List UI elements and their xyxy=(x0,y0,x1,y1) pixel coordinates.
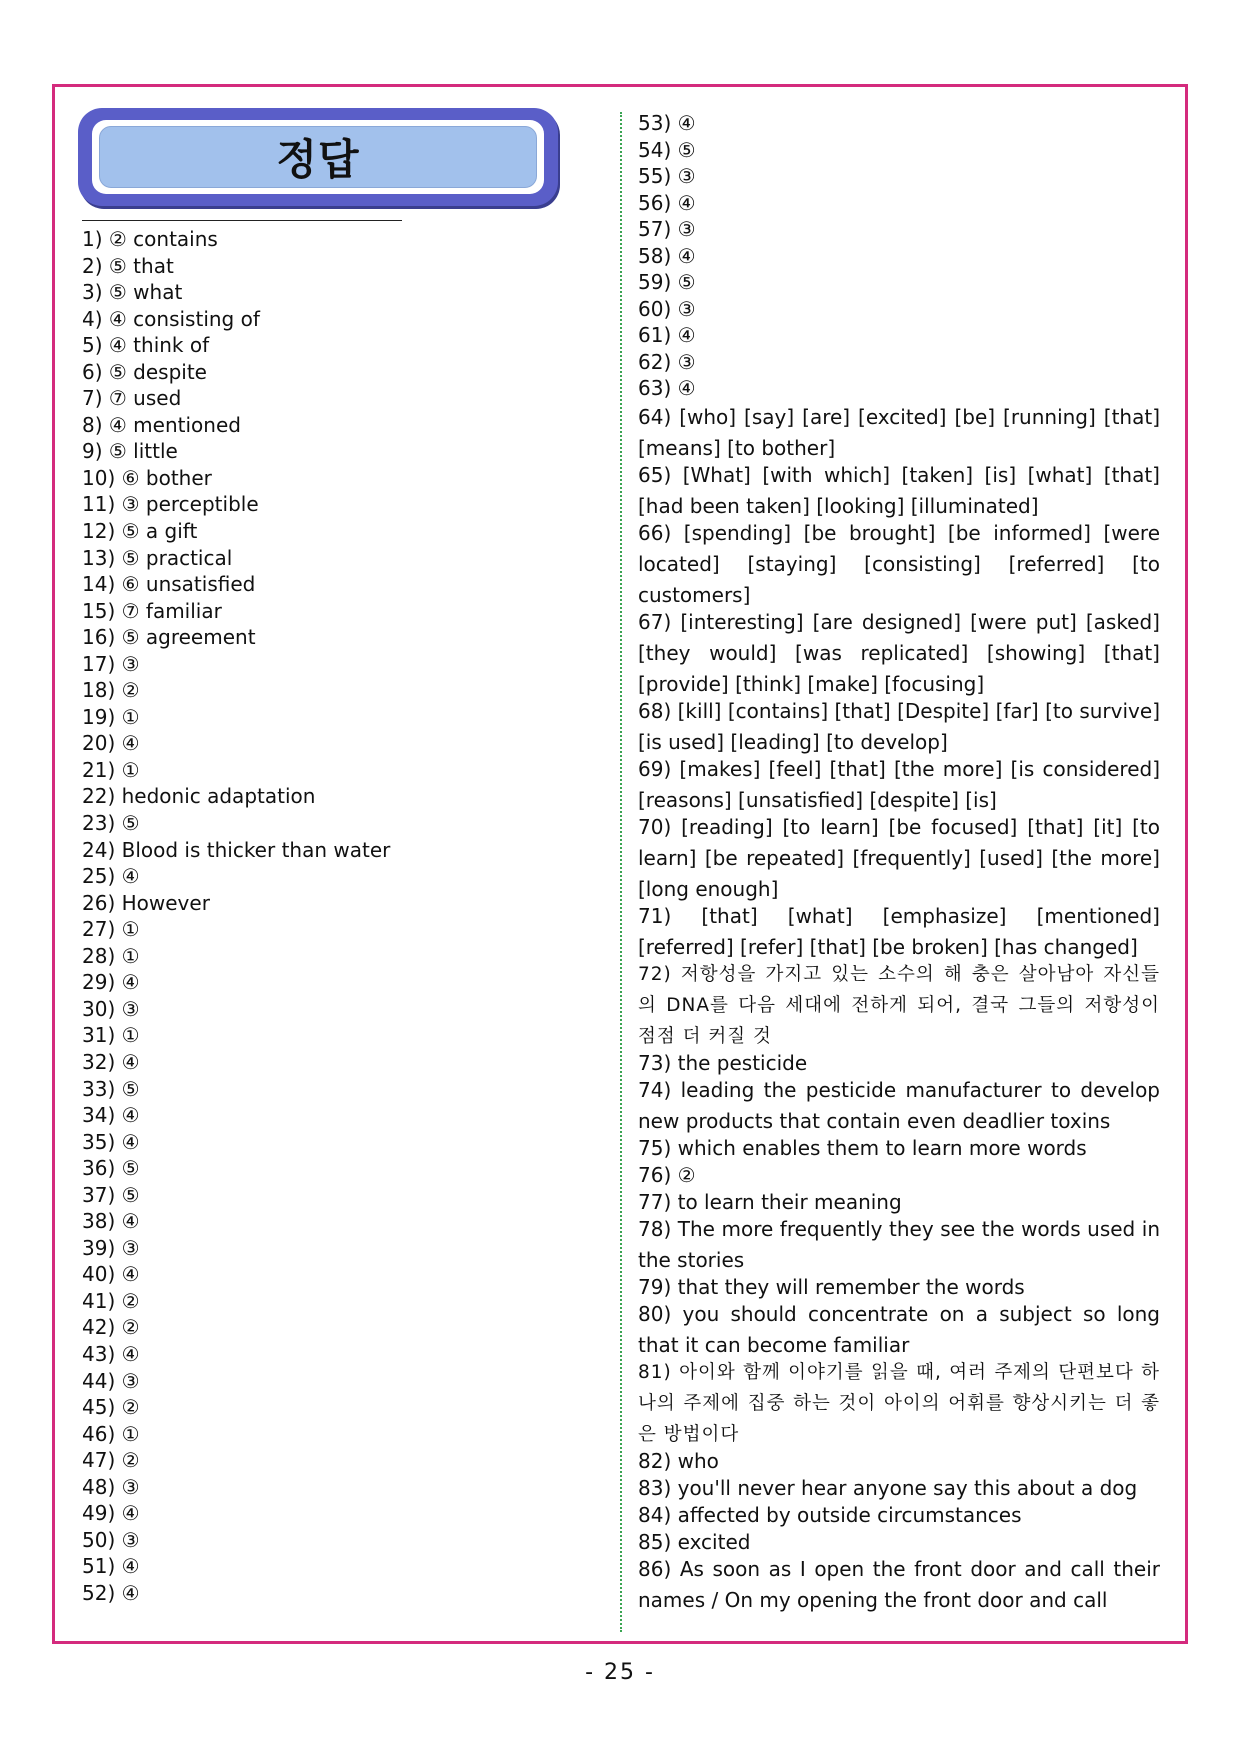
answer-line: 63) ④ xyxy=(638,376,696,401)
answer-line: 12) ⑤ a gift xyxy=(82,519,198,544)
answer-paragraph: 79) that they will remember the words xyxy=(638,1275,1025,1300)
title-underline xyxy=(82,220,402,221)
answer-line: 49) ④ xyxy=(82,1501,140,1526)
answer-line: 59) ⑤ xyxy=(638,270,696,295)
answer-line: 3) ⑤ what xyxy=(82,280,183,305)
answer-paragraph: 73) the pesticide xyxy=(638,1051,808,1076)
answer-line: 43) ④ xyxy=(82,1341,140,1366)
answer-line: 4) ④ consisting of xyxy=(82,306,260,331)
title-banner-inner xyxy=(92,120,544,194)
answer-line: 13) ⑤ practical xyxy=(82,545,233,570)
answer-paragraph: 85) excited xyxy=(638,1530,751,1555)
answer-line: 20) ④ xyxy=(82,731,140,756)
answer-line: 33) ⑤ xyxy=(82,1076,140,1101)
answer-line: 11) ③ perceptible xyxy=(82,492,259,517)
answer-line: 1) ② contains xyxy=(82,227,218,251)
answer-line: 58) ④ xyxy=(638,243,696,268)
answer-paragraph: 83) you'll never hear anyone say this about a dog xyxy=(638,1476,1138,1501)
answer-line: 27) ① xyxy=(82,917,140,942)
answer-paragraph: 80) you should concentrate on a subject so long that it can become familiar xyxy=(638,1302,1160,1358)
answer-line: 9) ⑤ little xyxy=(82,439,178,464)
answer-line: 42) ② xyxy=(82,1315,140,1340)
answer-line: 14) ⑥ unsatisfied xyxy=(82,572,256,597)
answer-line: 54) ⑤ xyxy=(638,137,696,162)
answer-line: 17) ③ xyxy=(82,651,140,676)
title-banner xyxy=(78,108,558,206)
answer-line: 55) ③ xyxy=(638,164,696,189)
answer-line: 21) ① xyxy=(82,757,140,782)
answer-line: 7) ⑦ used xyxy=(82,386,182,411)
answer-paragraph: 84) affected by outside circumstances xyxy=(638,1503,1022,1528)
answer-line: 37) ⑤ xyxy=(82,1182,140,1207)
answer-line: 56) ④ xyxy=(638,190,696,215)
answer-line: 22) hedonic adaptation xyxy=(82,784,316,809)
answer-line: 5) ④ think of xyxy=(82,333,210,358)
answer-line: 34) ④ xyxy=(82,1103,140,1128)
column-divider xyxy=(620,112,622,1632)
answer-line: 41) ② xyxy=(82,1288,140,1313)
answer-line: 16) ⑤ agreement xyxy=(82,625,256,650)
answer-paragraph: 78) The more frequently they see the words used in the stories xyxy=(638,1217,1160,1273)
answer-paragraph: 82) who xyxy=(638,1449,719,1474)
answer-paragraph: 74) leading the pesticide manufacturer to develop new products that contain even deadlier toxins xyxy=(638,1078,1160,1134)
answer-line: 6) ⑤ despite xyxy=(82,359,207,384)
page-number: - 25 - xyxy=(585,1660,655,1685)
answer-line: 24) Blood is thicker than water xyxy=(82,837,391,862)
answer-paragraph: 68) [kill] [contains] [that] [Despite] [far] [to survive] [is used] [leading] [to develop] xyxy=(638,699,1160,755)
answer-line: 8) ④ mentioned xyxy=(82,412,241,437)
answer-paragraph: 71) [that] [what] [emphasize] [mentioned] [referred] [refer] [that] [be broken] [has changed] xyxy=(638,904,1160,960)
answer-paragraph: 75) which enables them to learn more words xyxy=(638,1136,1087,1161)
answer-line: 62) ③ xyxy=(638,349,696,374)
answer-line: 30) ③ xyxy=(82,996,140,1021)
answer-line: 2) ⑤ that xyxy=(82,253,174,278)
answer-paragraph: 69) [makes] [feel] [that] [the more] [is considered] [reasons] [unsatisfied] [despite] [is] xyxy=(638,757,1160,813)
answer-line: 28) ① xyxy=(82,943,140,968)
answer-line: 61) ④ xyxy=(638,323,696,348)
answer-line: 51) ④ xyxy=(82,1554,140,1579)
answer-line: 44) ③ xyxy=(82,1368,140,1393)
answer-paragraph: 77) to learn their meaning xyxy=(638,1190,902,1215)
answer-line: 29) ④ xyxy=(82,970,140,995)
answer-line: 47) ② xyxy=(82,1448,140,1473)
answer-line: 57) ③ xyxy=(638,217,696,242)
answer-line: 10) ⑥ bother xyxy=(82,465,212,490)
left-answer-column xyxy=(82,226,482,1606)
answer-line: 18) ② xyxy=(82,678,140,703)
answer-line: 45) ② xyxy=(82,1395,140,1420)
answer-line: 31) ① xyxy=(82,1023,140,1048)
answer-line: 53) ④ xyxy=(638,111,696,135)
answer-line: 26) However xyxy=(82,890,210,915)
answer-line: 48) ③ xyxy=(82,1474,140,1499)
answer-line: 19) ① xyxy=(82,704,140,729)
answer-paragraph: 86) As soon as I open the front door and call their names / On my opening the front door and call xyxy=(638,1557,1160,1613)
answer-paragraph: 66) [spending] [be brought] [be informed] [were located] [staying] [consisting] [referred] [to customers] xyxy=(638,521,1160,608)
answer-paragraph: 72) 저항성을 가지고 있는 소수의 해 충은 살아남아 자신들의 DNA를 다음 세대에 전하게 되어, 결국 그들의 저항성이 점점 더 커질 것 xyxy=(638,964,1160,1048)
answer-line: 32) ④ xyxy=(82,1049,140,1074)
answer-paragraph: 64) [who] [say] [are] [excited] [be] [running] [that] [means] [to bother] xyxy=(638,405,1160,461)
answer-line: 23) ⑤ xyxy=(82,811,140,836)
answer-line: 38) ④ xyxy=(82,1209,140,1234)
answer-line: 36) ⑤ xyxy=(82,1156,140,1181)
answer-line: 60) ③ xyxy=(638,296,696,321)
answer-line: 39) ③ xyxy=(82,1235,140,1260)
answer-line: 52) ④ xyxy=(82,1580,140,1605)
answer-line: 50) ③ xyxy=(82,1527,140,1552)
answer-paragraph: 67) [interesting] [are designed] [were put] [asked] [they would] [was replicated] [showing] [that] [provide] [think] [make] [focusing] xyxy=(638,610,1160,697)
answer-paragraph: 81) 아이와 함께 이야기를 읽을 때, 여러 주제의 단편보다 하나의 주제에 집중 하는 것이 아이의 어휘를 향상시키는 더 좋은 방법이다 xyxy=(638,1362,1160,1446)
page-title: 정답 xyxy=(276,135,360,184)
answer-line: 35) ④ xyxy=(82,1129,140,1154)
title-banner-core xyxy=(99,126,537,188)
answer-line: 25) ④ xyxy=(82,864,140,889)
answer-line: 40) ④ xyxy=(82,1262,140,1287)
answer-line: 15) ⑦ familiar xyxy=(82,598,222,623)
answer-paragraph: 76) ② xyxy=(638,1163,696,1188)
answer-paragraph: 70) [reading] [to learn] [be focused] [that] [it] [to learn] [be repeated] [frequently] [used] [the more] [long enough] xyxy=(638,815,1160,902)
right-answer-column xyxy=(638,110,1160,1612)
answer-paragraph: 65) [What] [with which] [taken] [is] [what] [that] [had been taken] [looking] [illuminated] xyxy=(638,463,1160,519)
answer-line: 46) ① xyxy=(82,1421,140,1446)
